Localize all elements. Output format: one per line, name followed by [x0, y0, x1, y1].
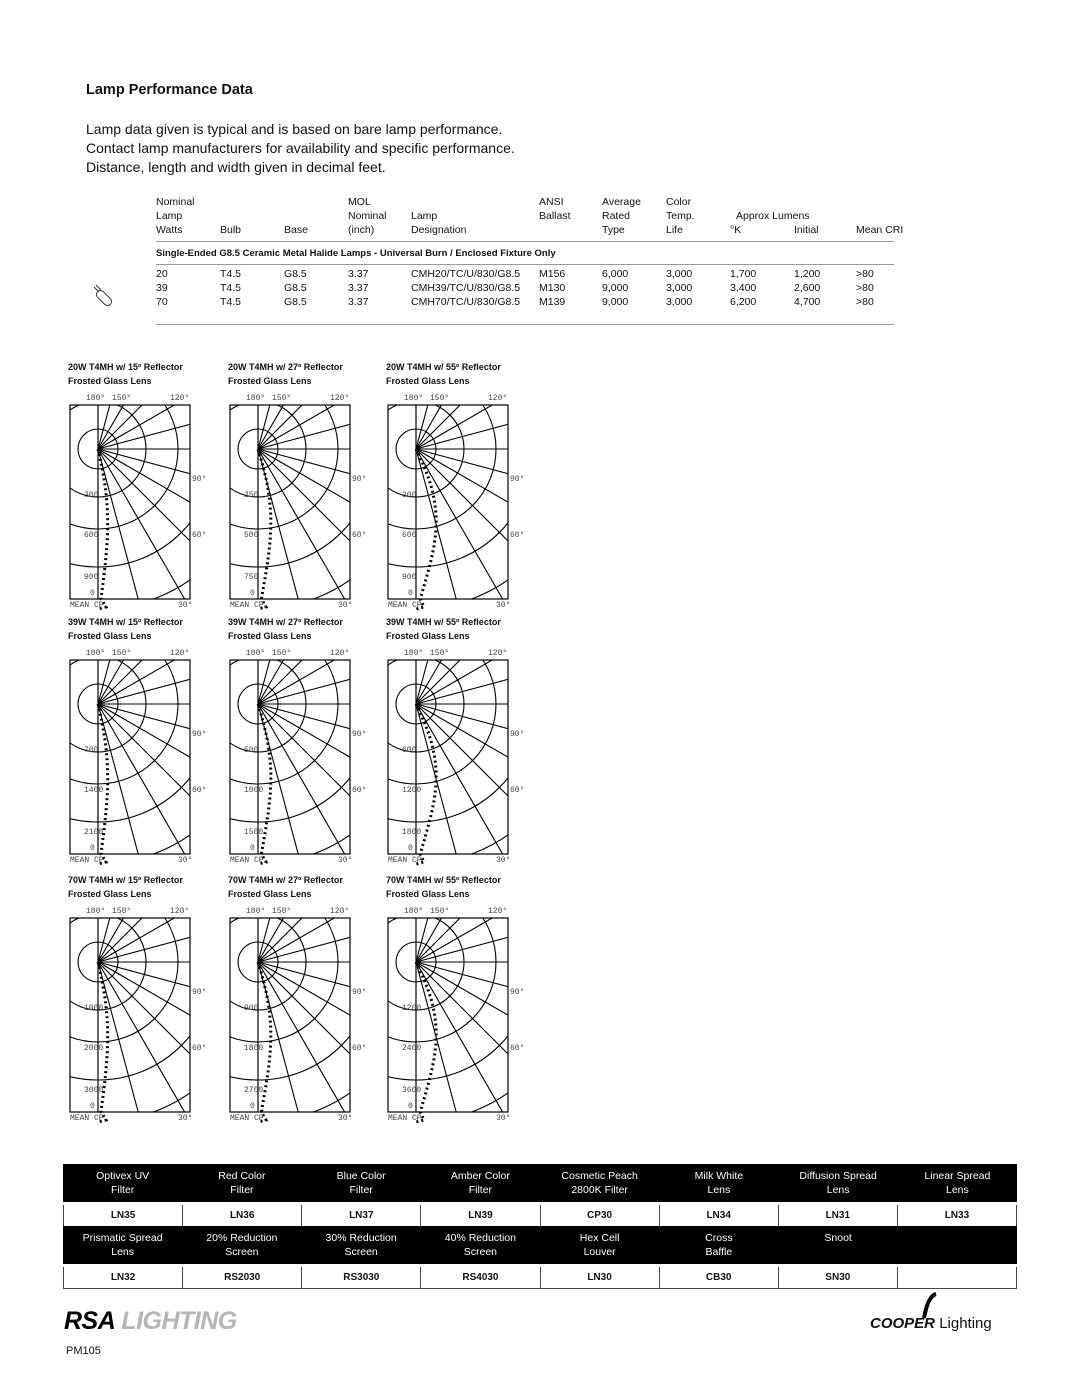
mean-cp-label: MEAN CP: [70, 601, 104, 610]
accessory-name: [182, 1164, 301, 1202]
radial-label: 0: [250, 1102, 255, 1111]
angle-label: 120°: [330, 907, 350, 916]
accessory-name: [659, 1164, 778, 1202]
lamp-cell-designation: CMH20/TC/U/830/G8.5: [411, 268, 521, 280]
accessory-name-line: Prismatic Spread: [82, 1232, 163, 1244]
angle-label: 180°: [86, 907, 106, 916]
radial-label: 1200: [402, 1004, 422, 1013]
lamp-cell-k: 3,400: [730, 282, 757, 294]
angle-label: 90°: [510, 475, 525, 484]
radial-label: 3000: [84, 1086, 104, 1095]
lamp-cell-ansi: M139: [539, 296, 566, 308]
header-cell: °K: [730, 224, 742, 236]
logo-text: Lighting: [939, 1315, 992, 1332]
header-row: [156, 224, 904, 238]
accessory-name-line: Blue Color: [336, 1170, 386, 1182]
chart-subtitle: Frosted Glass Lens: [68, 889, 152, 899]
photometric-chart: [68, 360, 218, 611]
accessory-name-line: Baffle: [705, 1246, 733, 1258]
header-cell: Initial: [794, 224, 819, 236]
lamp-cell-base: G8.5: [284, 268, 307, 280]
radial-label: 2400: [402, 1044, 422, 1053]
accessory-code: LN33: [898, 1205, 1017, 1227]
radial-label: 900: [84, 573, 99, 582]
radial-label: 2000: [84, 1044, 104, 1053]
chart-title: 39W T4MH w/ 27º Reflector: [228, 617, 343, 627]
mean-cp-label: MEAN CP: [70, 1114, 104, 1123]
lamp-rows: [156, 268, 894, 310]
header-cell: Temp.: [666, 210, 695, 222]
angle-label: 180°: [246, 649, 266, 658]
polar-candlepower-plot: [386, 644, 536, 866]
accessory-name-line: Filter: [349, 1184, 373, 1196]
accessory-code: LN39: [421, 1205, 540, 1227]
angle-label: 90°: [192, 988, 207, 997]
lamp-cell-watts: 39: [156, 282, 168, 294]
lamp-cell-bulb: T4.5: [220, 282, 242, 294]
angle-label: 30°: [496, 601, 511, 610]
radial-label: 1400: [84, 786, 104, 795]
radial-label: 900: [244, 1004, 259, 1013]
radial-label: 500: [244, 531, 259, 540]
radial-label: 1200: [402, 786, 422, 795]
angle-label: 180°: [246, 394, 266, 403]
logo-text: COOPER: [870, 1315, 936, 1332]
accessory-name: [63, 1164, 182, 1202]
chart-subtitle: Frosted Glass Lens: [68, 631, 152, 641]
accessory-header-row: [63, 1226, 1017, 1264]
lamp-row: [156, 296, 894, 310]
accessory-name-line: Amber Color: [450, 1170, 510, 1182]
angle-label: 30°: [178, 1114, 193, 1123]
accessory-name-line: Lens: [945, 1184, 969, 1196]
accessory-code: CP30: [541, 1205, 660, 1227]
chart-title: 20W T4MH w/ 15º Reflector: [68, 362, 183, 372]
lamp-cell-base: G8.5: [284, 282, 307, 294]
lamp-cell-cri: >80: [856, 296, 874, 308]
angle-label: 150°: [430, 394, 450, 403]
lamp-cell-k: 6,200: [730, 296, 757, 308]
chart-title: 70W T4MH w/ 27º Reflector: [228, 875, 343, 885]
lamp-cell-watts: 20: [156, 268, 168, 280]
chart-title: 39W T4MH w/ 55º Reflector: [386, 617, 501, 627]
mean-cp-label: MEAN CP: [70, 856, 104, 865]
header-cell: Approx Lumens: [736, 210, 810, 222]
header-cell: Type: [602, 224, 625, 236]
accessory-name: [898, 1226, 1017, 1264]
angle-label: 60°: [192, 531, 207, 540]
header-row: [156, 196, 894, 210]
accessory-code: SN30: [779, 1267, 898, 1289]
angle-label: 120°: [330, 394, 350, 403]
accessory-header-row: [63, 1164, 1017, 1202]
mean-cp-label: MEAN CP: [388, 601, 422, 610]
angle-label: 180°: [86, 649, 106, 658]
accessory-name: [659, 1226, 778, 1264]
polar-candlepower-plot: [228, 902, 378, 1124]
lamp-cell-life: 3,000: [666, 268, 693, 280]
angle-label: 180°: [404, 394, 424, 403]
chart-subtitle: Frosted Glass Lens: [386, 376, 470, 386]
header-cell: Color: [666, 196, 692, 208]
angle-label: 60°: [192, 786, 207, 795]
accessory-name-line: Screen: [463, 1246, 498, 1258]
accessory-name-line: Filter: [230, 1184, 254, 1196]
accessory-name-line: Screen: [225, 1246, 259, 1258]
polar-candlepower-plot: [386, 902, 536, 1124]
accessory-code: LN30: [541, 1267, 660, 1289]
mean-cp-label: MEAN CP: [388, 1114, 422, 1123]
mean-cp-label: MEAN CP: [230, 601, 264, 610]
lamp-cell-cri: >80: [856, 282, 874, 294]
lamp-cell-ansi: M156: [539, 268, 566, 280]
polar-candlepower-plot: [228, 644, 378, 866]
radial-label: 0: [408, 844, 413, 853]
polar-candlepower-plot: [386, 389, 536, 611]
chart-subtitle: Frosted Glass Lens: [386, 631, 470, 641]
lamp-cell-initial: 2,600: [794, 282, 821, 294]
accessory-table-1: [63, 1164, 1017, 1227]
lamp-cell-initial: 1,200: [794, 268, 821, 280]
page-title: Lamp Performance Data: [86, 82, 253, 98]
polar-candlepower-plot: [68, 644, 218, 866]
accessory-name: [421, 1226, 540, 1264]
lamp-cell-ansi: M130: [539, 282, 566, 294]
angle-label: 180°: [246, 907, 266, 916]
accessory-name: [63, 1226, 182, 1264]
chart-subtitle: Frosted Glass Lens: [68, 376, 152, 386]
logo-text: RSA: [64, 1307, 116, 1335]
lamp-cell-bulb: T4.5: [220, 268, 242, 280]
angle-label: 90°: [192, 730, 207, 739]
angle-label: 120°: [488, 907, 508, 916]
chart-title: 20W T4MH w/ 27º Reflector: [228, 362, 343, 372]
angle-label: 90°: [352, 730, 367, 739]
accessory-name-line: Snoot: [824, 1232, 852, 1244]
page-code: PM105: [66, 1345, 101, 1357]
photometric-chart: [386, 360, 536, 611]
lamp-icon: [92, 283, 122, 311]
radial-label: 0: [90, 589, 95, 598]
lamp-cell-initial: 4,700: [794, 296, 821, 308]
angle-label: 120°: [488, 394, 508, 403]
angle-label: 90°: [510, 988, 525, 997]
accessory-name-line: 30% Reduction: [325, 1232, 397, 1244]
accessory-name-line: 40% Reduction: [444, 1232, 516, 1244]
accessory-name: [302, 1226, 421, 1264]
accessory-name-line: Filter: [468, 1184, 493, 1196]
angle-label: 90°: [352, 475, 367, 484]
photometric-chart: [228, 615, 378, 866]
accessory-code: LN34: [660, 1205, 779, 1227]
header-cell: Ballast: [539, 210, 571, 222]
lamp-cell-mol: 3.37: [348, 282, 369, 294]
rsa-lighting-logo: [64, 1307, 237, 1336]
angle-label: 150°: [430, 649, 450, 658]
accessory-name-line: Filter: [110, 1184, 135, 1196]
accessory-name-line: Linear Spread: [924, 1170, 991, 1182]
accessory-name-line: Cosmetic Peach: [561, 1170, 638, 1182]
header-cell: Lamp: [411, 210, 438, 222]
photometric-chart: [386, 615, 536, 866]
radial-label: 600: [84, 531, 99, 540]
accessory-name: [182, 1226, 301, 1264]
intro-text: [86, 120, 646, 177]
accessory-name-line: Hex Cell: [579, 1232, 620, 1244]
lamp-cell-designation: CMH70/TC/U/830/G8.5: [411, 296, 521, 308]
intro-line: Contact lamp manufacturers for availability and specific performance.: [86, 140, 515, 156]
accessory-name-line: Red Color: [218, 1170, 266, 1182]
chart-subtitle: Frosted Glass Lens: [228, 376, 312, 386]
header-cell: Bulb: [220, 224, 242, 236]
header-cell: Mean CRI: [856, 224, 904, 236]
lamp-cell-rated: 6,000: [602, 268, 629, 280]
radial-label: 0: [408, 589, 413, 598]
header-cell: Average: [602, 196, 641, 208]
angle-label: 60°: [352, 1044, 367, 1053]
accessory-code-row: [63, 1205, 1017, 1227]
angle-label: 150°: [112, 394, 132, 403]
angle-label: 60°: [192, 1044, 207, 1053]
lamp-cell-k: 1,700: [730, 268, 757, 280]
chart-title: 20W T4MH w/ 55º Reflector: [386, 362, 501, 372]
angle-label: 60°: [510, 786, 525, 795]
angle-label: 180°: [86, 394, 106, 403]
accessory-code: LN35: [64, 1205, 183, 1227]
lamp-row: [156, 268, 894, 282]
radial-label: 1000: [84, 1004, 104, 1013]
chart-subtitle: Frosted Glass Lens: [228, 889, 312, 899]
accessory-name: [540, 1226, 659, 1264]
section-title: Single-Ended G8.5 Ceramic Metal Halide Lamps - Universal Burn / Enclosed Fixture Only: [156, 248, 556, 259]
mean-cp-label: MEAN CP: [388, 856, 422, 865]
radial-label: 3600: [402, 1086, 422, 1095]
divider: [156, 241, 894, 242]
angle-label: 180°: [404, 907, 424, 916]
accessory-code-row: [63, 1267, 1017, 1289]
angle-label: 30°: [496, 856, 511, 865]
intro-line: Distance, length and width given in decimal feet.: [86, 159, 386, 175]
cooper-lighting-logo: [870, 1315, 992, 1332]
header-cell: Designation: [411, 224, 467, 236]
lamp-data-table: [156, 196, 904, 328]
angle-label: 60°: [352, 786, 367, 795]
header-cell: Watts: [156, 224, 183, 236]
accessory-name-line: Louver: [583, 1246, 616, 1258]
angle-label: 150°: [272, 649, 292, 658]
radial-label: 0: [250, 844, 255, 853]
lamp-cell-mol: 3.37: [348, 268, 369, 280]
accessory-name-line: 20% Reduction: [206, 1232, 278, 1244]
radial-label: 2100: [84, 828, 104, 837]
header-cell: ANSI: [539, 196, 564, 208]
radial-label: 0: [408, 1102, 413, 1111]
accessory-code: LN31: [779, 1205, 898, 1227]
accessory-name-line: Diffusion Spread: [799, 1170, 877, 1182]
angle-label: 150°: [272, 907, 292, 916]
radial-label: 0: [90, 1102, 95, 1111]
angle-label: 30°: [338, 1114, 353, 1123]
accessory-name-line: Lens: [707, 1184, 731, 1196]
photometric-chart: [68, 873, 218, 1124]
radial-label: 1800: [244, 1044, 264, 1053]
chart-title: 39W T4MH w/ 15º Reflector: [68, 617, 183, 627]
radial-label: 600: [402, 531, 417, 540]
header-cell: MOL: [348, 196, 371, 208]
accessory-name-line: 2800K Filter: [571, 1184, 628, 1196]
accessory-code: RS2030: [183, 1267, 302, 1289]
radial-label: 300: [402, 491, 417, 500]
header-cell: Base: [284, 224, 308, 236]
polar-candlepower-plot: [228, 389, 378, 611]
chart-subtitle: Frosted Glass Lens: [386, 889, 470, 899]
lamp-row: [156, 282, 894, 296]
accessory-code: RS4030: [421, 1267, 540, 1289]
angle-label: 150°: [112, 649, 132, 658]
radial-label: 600: [402, 746, 417, 755]
accessory-name-line: Cross: [705, 1232, 733, 1244]
lamp-cell-rated: 9,000: [602, 296, 629, 308]
angle-label: 150°: [272, 394, 292, 403]
header-cell: Life: [666, 224, 683, 236]
radial-label: 900: [402, 573, 417, 582]
lamp-cell-rated: 9,000: [602, 282, 629, 294]
accessory-table-2: [63, 1226, 1017, 1289]
intro-line: Lamp data given is typical and is based on bare lamp performance.: [86, 121, 503, 137]
accessory-code: [898, 1267, 1017, 1289]
chart-title: 70W T4MH w/ 15º Reflector: [68, 875, 183, 885]
accessory-code: LN36: [183, 1205, 302, 1227]
accessory-code: CB30: [660, 1267, 779, 1289]
logo-text: LIGHTING: [121, 1307, 237, 1335]
angle-label: 30°: [178, 856, 193, 865]
radial-label: 300: [84, 491, 99, 500]
radial-label: 1000: [244, 786, 264, 795]
accessory-name-line: Optivex UV: [96, 1170, 150, 1182]
accessory-name: [421, 1164, 540, 1202]
accessory-name: [779, 1164, 898, 1202]
header-cell: Lamp: [156, 210, 183, 222]
photometric-chart: [228, 873, 378, 1124]
angle-label: 120°: [170, 907, 190, 916]
divider: [156, 264, 894, 265]
polar-candlepower-plot: [68, 389, 218, 611]
angle-label: 60°: [510, 1044, 525, 1053]
angle-label: 120°: [330, 649, 350, 658]
angle-label: 90°: [352, 988, 367, 997]
angle-label: 120°: [170, 394, 190, 403]
radial-label: 750: [244, 573, 259, 582]
accessory-code: LN37: [302, 1205, 421, 1227]
photometric-chart: [68, 615, 218, 866]
accessory-name-line: Lens: [826, 1184, 850, 1196]
angle-label: 30°: [338, 856, 353, 865]
radial-label: 0: [250, 589, 255, 598]
header-cell: Rated: [602, 210, 631, 222]
radial-label: 700: [84, 746, 99, 755]
angle-label: 90°: [510, 730, 525, 739]
mean-cp-label: MEAN CP: [230, 1114, 264, 1123]
mean-cp-label: MEAN CP: [230, 856, 264, 865]
accessory-name-line: Screen: [344, 1246, 378, 1258]
photometric-chart: [228, 360, 378, 611]
radial-label: 2700: [244, 1086, 264, 1095]
angle-label: 150°: [112, 907, 132, 916]
angle-label: 120°: [488, 649, 508, 658]
angle-label: 150°: [430, 907, 450, 916]
angle-label: 180°: [404, 649, 424, 658]
radial-label: 250: [244, 491, 259, 500]
chart-title: 70W T4MH w/ 55º Reflector: [386, 875, 501, 885]
radial-label: 1500: [244, 828, 264, 837]
radial-label: 1800: [402, 828, 422, 837]
radial-label: 500: [244, 746, 259, 755]
accessory-name-line: Milk White: [694, 1170, 744, 1182]
lamp-cell-mol: 3.37: [348, 296, 369, 308]
chart-subtitle: Frosted Glass Lens: [228, 631, 312, 641]
accessory-name: [540, 1164, 659, 1202]
lamp-cell-life: 3,000: [666, 282, 693, 294]
angle-label: 30°: [496, 1114, 511, 1123]
angle-label: 30°: [338, 601, 353, 610]
accessory-code: LN32: [64, 1267, 183, 1289]
accessory-name: [898, 1164, 1017, 1202]
angle-label: 30°: [178, 601, 193, 610]
angle-label: 120°: [170, 649, 190, 658]
lamp-cell-life: 3,000: [666, 296, 693, 308]
polar-candlepower-plot: [68, 902, 218, 1124]
lamp-cell-cri: >80: [856, 268, 874, 280]
angle-label: 60°: [510, 531, 525, 540]
header-cell: Nominal: [156, 196, 195, 208]
angle-label: 60°: [352, 531, 367, 540]
header-cell: (inch): [348, 224, 375, 236]
header-cell: Nominal: [348, 210, 387, 222]
radial-label: 0: [90, 844, 95, 853]
lamp-cell-bulb: T4.5: [220, 296, 242, 308]
accessory-name: [779, 1226, 898, 1264]
photometric-chart: [386, 873, 536, 1124]
angle-label: 90°: [192, 475, 207, 484]
lamp-cell-base: G8.5: [284, 296, 307, 308]
divider: [156, 324, 894, 325]
accessory-name-line: Lens: [111, 1246, 135, 1258]
accessory-name: [302, 1164, 421, 1202]
lamp-cell-designation: CMH39/TC/U/830/G8.5: [411, 282, 521, 294]
header-row: [156, 210, 894, 224]
lamp-cell-watts: 70: [156, 296, 168, 308]
accessory-code: RS3030: [302, 1267, 421, 1289]
